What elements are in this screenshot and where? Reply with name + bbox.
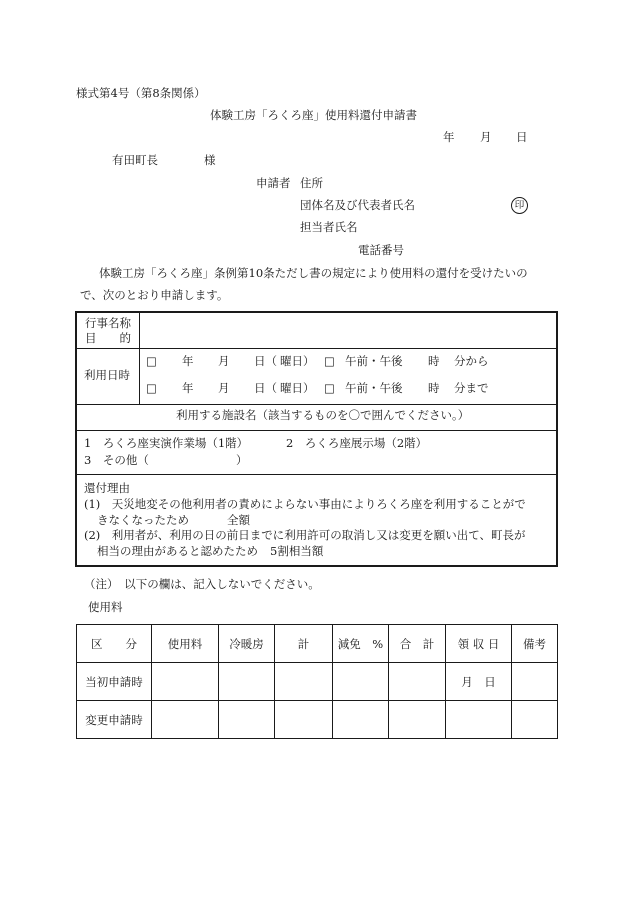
divider bbox=[76, 348, 557, 349]
intro-line-2: で、次のとおり申請します。 bbox=[80, 288, 229, 302]
fee-section-label: 使用料 bbox=[88, 600, 123, 614]
applicant-address: 住所 bbox=[300, 176, 323, 190]
header-category: 区 分 bbox=[77, 625, 152, 663]
header-remarks: 備考 bbox=[512, 625, 558, 663]
document-title: 体験工房「ろくろ座」使用料還付申請書 bbox=[210, 108, 417, 122]
seal-icon: 印 bbox=[511, 197, 528, 214]
refund-reason-label: 還付理由 bbox=[84, 481, 130, 495]
reason-1-amount: 全額 bbox=[227, 513, 250, 527]
end-hour: 時 bbox=[428, 381, 440, 395]
reason-1-line-1: (1) 天災地変その他利用者の責めによらない事由によりろくろ座を利用することがで bbox=[84, 497, 526, 511]
form-number: 様式第4号（第8条関係） bbox=[76, 86, 206, 100]
usage-datetime-label: 利用日時 bbox=[84, 368, 130, 382]
cell-remarks bbox=[512, 663, 558, 701]
end-ampm: 午前・午後 bbox=[345, 381, 403, 395]
reason-2-amount: 5割相当額 bbox=[270, 544, 324, 558]
header-receipt-date: 領 収 日 bbox=[446, 625, 512, 663]
intro-line-1: 体験工房「ろくろ座」条例第10条ただし書の規定により使用料の還付を受けたいの bbox=[99, 266, 528, 280]
facility-option-1[interactable]: 1 ろくろ座実演作業場（1階） bbox=[84, 436, 249, 450]
cell-total bbox=[389, 701, 446, 739]
table-row bbox=[77, 701, 558, 739]
end-month: 月 bbox=[218, 381, 230, 395]
applicant-phone: 電話番号 bbox=[358, 243, 404, 257]
start-weekday: 曜日） bbox=[280, 354, 315, 368]
table-row bbox=[77, 663, 558, 701]
addressee-name: 有田町長 bbox=[112, 153, 158, 167]
divider bbox=[76, 404, 557, 405]
end-ampm-checkbox[interactable]: □ bbox=[324, 381, 335, 395]
reason-2-line-1: (2) 利用者が、利用の日の前日までに利用許可の取消し又は変更を願い出て、町長が bbox=[84, 528, 526, 542]
cell-usage-fee bbox=[152, 663, 219, 701]
start-month: 月 bbox=[218, 354, 230, 368]
date-month: 月 bbox=[480, 130, 492, 144]
start-day: 日（ bbox=[254, 354, 277, 368]
applicant-label: 申請者 bbox=[256, 176, 291, 190]
event-name-label: 行事名称 bbox=[85, 316, 131, 330]
office-use-note: （注） 以下の欄は、記入しないでください。 bbox=[84, 577, 320, 591]
purpose-label: 目 的 bbox=[85, 331, 131, 345]
end-date-checkbox[interactable]: □ bbox=[146, 381, 157, 395]
divider bbox=[76, 430, 557, 431]
cell-reduction bbox=[333, 663, 389, 701]
reason-1-line-2: きなくなったため bbox=[97, 513, 189, 527]
fee-table bbox=[76, 624, 558, 739]
start-year: 年 bbox=[182, 354, 194, 368]
row-change-label: 変更申請時 bbox=[77, 701, 152, 739]
cell-reduction bbox=[333, 701, 389, 739]
cell-receipt-date bbox=[446, 701, 512, 739]
cell-usage-fee bbox=[152, 701, 219, 739]
cell-subtotal bbox=[275, 701, 333, 739]
facility-option-3-close: ） bbox=[236, 453, 248, 467]
start-hour: 時 bbox=[428, 354, 440, 368]
start-ampm: 午前・午後 bbox=[345, 354, 403, 368]
date-year: 年 bbox=[443, 130, 455, 144]
cell-subtotal bbox=[275, 663, 333, 701]
end-minute: 分まで bbox=[454, 381, 489, 395]
header-total: 合 計 bbox=[389, 625, 446, 663]
cell-receipt-date: 月 日 bbox=[446, 663, 512, 701]
date-day: 日 bbox=[516, 130, 528, 144]
header-aircon: 冷暖房 bbox=[219, 625, 275, 663]
header-subtotal: 計 bbox=[275, 625, 333, 663]
end-year: 年 bbox=[182, 381, 194, 395]
divider bbox=[139, 312, 140, 404]
applicant-org: 団体名及び代表者氏名 bbox=[300, 198, 415, 212]
cell-total bbox=[389, 663, 446, 701]
row-initial-label: 当初申請時 bbox=[77, 663, 152, 701]
start-date-checkbox[interactable]: □ bbox=[146, 354, 157, 368]
cell-remarks bbox=[512, 701, 558, 739]
cell-aircon bbox=[219, 701, 275, 739]
header-usage-fee: 使用料 bbox=[152, 625, 219, 663]
facility-option-2[interactable]: 2 ろくろ座展示場（2階） bbox=[286, 436, 428, 450]
applicant-contact: 担当者氏名 bbox=[300, 220, 358, 234]
start-ampm-checkbox[interactable]: □ bbox=[324, 354, 335, 368]
facility-header: 利用する施設名（該当するものを〇で囲んでください。） bbox=[176, 408, 470, 422]
start-minute: 分から bbox=[454, 354, 489, 368]
end-day: 日（ bbox=[254, 381, 277, 395]
cell-aircon bbox=[219, 663, 275, 701]
fee-table-header bbox=[77, 625, 558, 663]
addressee-honorific: 様 bbox=[204, 153, 216, 167]
header-reduction: 減免 % bbox=[333, 625, 389, 663]
reason-2-line-2: 相当の理由があると認めたため bbox=[97, 544, 258, 558]
end-weekday: 曜日） bbox=[280, 381, 315, 395]
facility-option-3[interactable]: 3 その他（ bbox=[84, 453, 149, 467]
divider bbox=[76, 474, 557, 475]
